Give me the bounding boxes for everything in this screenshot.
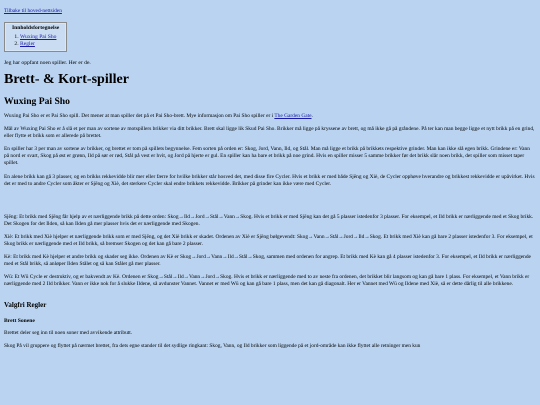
toc-link-regler[interactable]: Regler	[20, 41, 35, 47]
page-title: Brett- & Kort-spiller	[4, 72, 129, 87]
paragraph-pieces: En spiller har 3 per man av sortene av brikker, og brettet er tom på spillets begynnelse. Fem sorten på orden er: Skog, Jord, Vann, Ild, og Stål. Man må ligge et brikk på brikkets respektive grinder. Man kan ikke slå egen brikk. Grindene er: Vann på nord er svart, Skog på øst er grønn, Ild på sør er rød, Stål på vest er hvit, og Jord på hjerte er gul. En spiller kan ha bare et brikk på noe grind. Hvis en spiller misser 5 samme brikker før det brikk slår noen brikk, det spiller som misset taper spillet.	[4, 146, 530, 167]
paragraph-intro	[4, 113, 536, 120]
spacer	[4, 188, 536, 208]
back-link[interactable]: Tilbake til hoved-nettsiden	[4, 8, 62, 14]
toc-item	[20, 34, 61, 41]
toc-list	[10, 34, 61, 48]
board-zones-title: Brett Sonene	[4, 317, 35, 324]
toc-item	[20, 41, 61, 48]
table-of-contents	[4, 22, 67, 52]
paragraph-sheng: Sjēng: Et brikk med Sjēng får hjelp av et nærliggende brikk på dette orden: Skog→Ild→Jord→Stål→Vann→Skog. Hvis et brikk er med Sjēng kan det gå 5 plasser istedenfor 3 plasser. For eksempel, et Ild brikk er nærliggende med et Skog brikk. Det Skogen for det Ilden, så kan Ilden gå mer plasser hvis det er nærliggende med Skogen.	[4, 213, 534, 227]
intro-text: Jeg har oppfant noen spiller. Her er de.	[4, 60, 91, 66]
paragraph-text: .	[311, 113, 313, 119]
rules-title: Valgfri Regler	[4, 300, 47, 309]
paragraph-ke: Kè: Et brikk med Kè hjelper et andre brikk og skader seg ikke. Ordenen av Kè er Skog→Jord→Vann→Ild→Stål→Skog, sammen med ordenen for angrep. Et brikk med Kè kan gå 4 plasser istedenfor 3. For eksempel, et Ild brikk er nærliggende med et Stål brikk, så anløper Ilden Stålet og så kan Stålet gå mer plasser.	[4, 254, 531, 268]
paragraph-text: Wuxing Pai Sho er et Pai Sho spill. Det mener at man spiller det på et Pai Sho-brett. Mye informasjon om Pai Sho spiller er i	[4, 113, 275, 119]
paragraph-cycles: En alene brikk kan gå 3 plasser, og en brikks rekkevidde blir mer eller færre for hvilke brikker står hosved det, med disse fire Cycler. Hvis et brikk er med både Sjēng og Xiè, de Cycler opphøve hverandre og brikkest rekkevidde er upåvirket. Hvis det er med to andre Cycler som åkter er Sjēng og Xiè, det sterkere Cycler skal endre brikkets rekkevidde. Brikker på grinder kan ikke være med Cycler.	[4, 173, 535, 187]
toc-title: Innholdsfortegnelse	[12, 25, 60, 31]
paragraph-goal: Mål av Wuxing Pai Sho er å slå et per man av sortene av motspillers brikker via ditt brikker. Brett skal ligge lik Skud Pai Sho. Brikker må ligge på kryssene av brett, og må ikke gå på gråndene. På ter kan man begge ligge et nytt brikk på en grind, eller flytte et brikk som er allerede på brettet.	[4, 126, 535, 140]
paragraph-zones: Brettet deler seg inn til noen soner med avvikende attributt.	[4, 329, 133, 336]
paragraph-zones-detail: Skog På vil gruppere og flyttet på nærmet brettet, fra dets egne stander til det sydlige ringkant: Skog, Vann, og Ild brikker som liggende på et jord-område kan ikke flyttet alle retninger men kun	[4, 342, 421, 349]
toc-link-wuxing[interactable]: Wuxing Pai Sho	[20, 34, 57, 40]
garden-gate-link[interactable]: The Garden Gate	[274, 113, 312, 119]
paragraph-xie: Xiè: Et brikk med Xiè hjelper et nærliggende brikk som er med Sjēng, og det Xiè brikk er skadet. Ordenen av Xiè er Sjēng bølgevendt: Skog→Vann→Stål→Jord→Ild→Skog. Et brikk med Xiè kan gå bare 2 plasser istedenfor 3. For eksempel, et Skog brikk er nærliggende med et Ild brikk, så bremser Skogen og det kan gå bare 2 plasser.	[4, 233, 533, 248]
section-title: Wuxing Pai Sho	[4, 96, 70, 107]
paragraph-wu: Wū: Et Wū Cycle er destruktiv, og er bakvendt av Kè. Ordenen er Skog→Stål→Ild→Vann→Jord→Skog. Hvis et brikk er nærliggende med to av neste fra ordenen, det brikket blir langsom og kan gå bare 1 plass. For eksempel, et Vann brikk er nærliggende med 2 Ild brikker. Vann er ikke nok for å slukke Ildene, så avdunster Vannet. Vannet er med Wū og kan gå bare 1 plass, men det kan gå diagonalt. Her er Vannet med Wū og Ildene med Xiè, så er dette dårlig til alle brikkene.	[4, 274, 530, 288]
